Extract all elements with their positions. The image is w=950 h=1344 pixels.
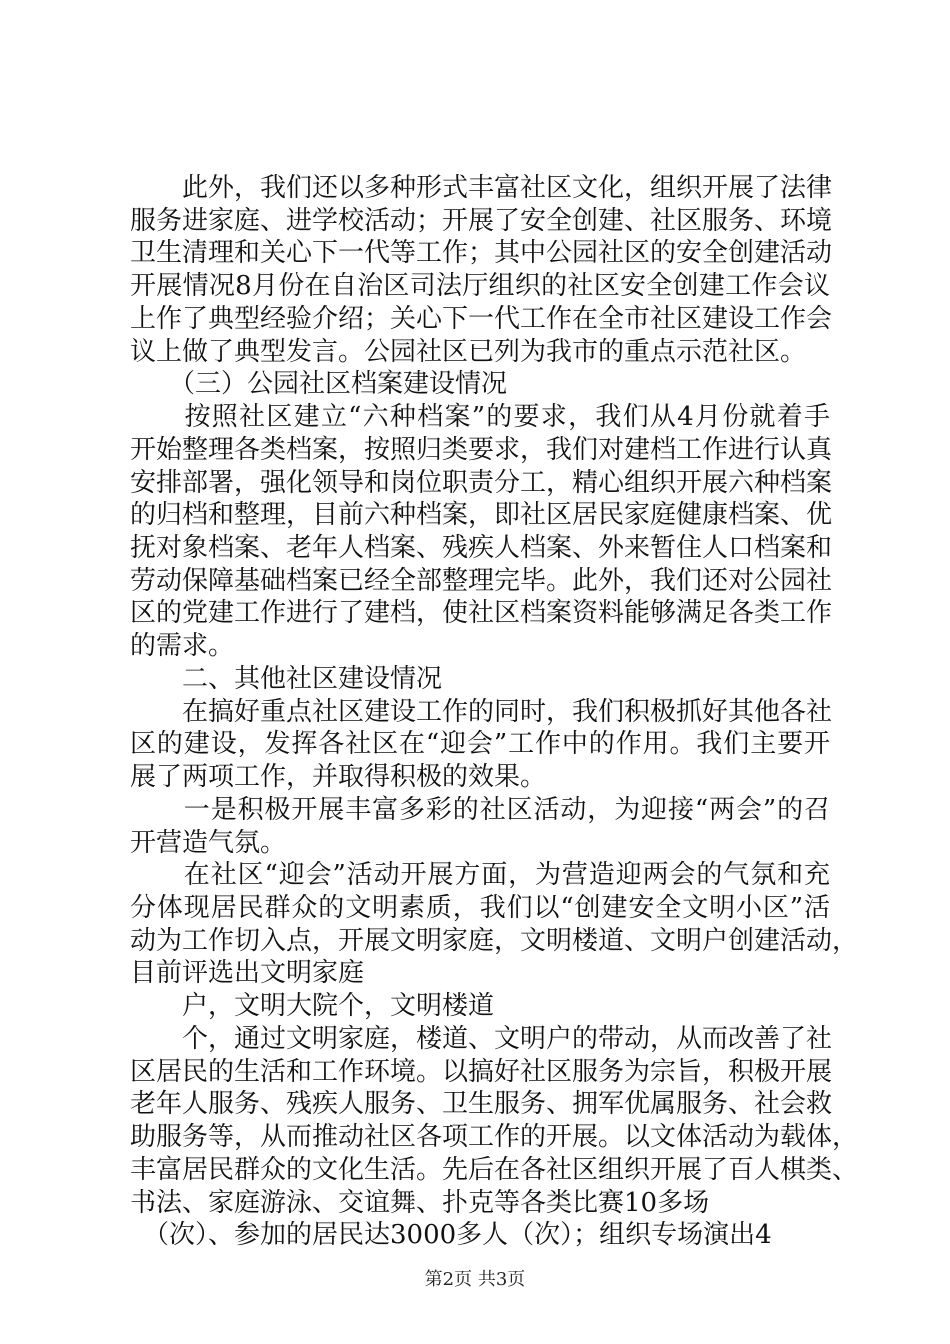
text-line: 一是积极开展丰富多彩的社区活动，为迎接“两会”的召: [130, 795, 830, 825]
text-line: 开始整理各类档案，按照归类要求，我们对建档工作进行认真: [130, 435, 833, 465]
text-line: 展了两项工作，并取得积极的效果。: [130, 762, 547, 792]
text-line: 区居民的生活和工作环境。以搞好社区服务为宗旨，积极开展: [130, 1057, 833, 1087]
text-line: （次）、参加的居民达3000多人（次）；组织专场演出4: [130, 1220, 772, 1250]
text-line: 此外，我们还以多种形式丰富社区文化，组织开展了法律: [130, 173, 833, 203]
text-line: 助服务等，从而推动社区各项工作的开展。以文体活动为载体，: [130, 1122, 859, 1152]
text-line: 的需求。: [130, 631, 235, 661]
text-line: 在社区“迎会”活动开展方面，为营造迎两会的气氛和充: [130, 860, 830, 890]
text-line: 上作了典型经验介绍；关心下一代工作在全市社区建设工作会: [130, 304, 833, 334]
text-line: 老年人服务、残疾人服务、卫生服务、拥军优属服务、社会救: [130, 1089, 833, 1119]
text-line: 动为工作切入点，开展文明家庭，文明楼道、文明户创建活动，: [130, 926, 859, 956]
text-line: 区的党建工作进行了建档，使社区档案资料能够满足各类工作: [130, 598, 833, 628]
text-line: 的归档和整理，目前六种档案，即社区居民家庭健康档案、优: [130, 500, 833, 530]
text-line: 区的建设，发挥各社区在“迎会”工作中的作用。我们主要开: [130, 729, 830, 759]
section-heading: 二、其他社区建设情况: [130, 664, 443, 694]
text-line: 劳动保障基础档案已经全部整理完毕。此外，我们还对公园社: [130, 566, 833, 596]
text-line: 卫生清理和关心下一代等工作；其中公园社区的安全创建活动: [130, 238, 833, 268]
text-line: 分体现居民群众的文明素质，我们以“创建安全文明小区”活: [130, 893, 830, 923]
text-line: 开营造气氛。: [130, 828, 287, 858]
text-line: 书法、家庭游泳、交谊舞、扑克等各类比赛10多场: [130, 1188, 710, 1218]
text-line: 安排部署，强化领导和岗位职责分工，精心组织开展六种档案: [130, 468, 833, 498]
text-line: 户，文明大院个，文明楼道: [130, 991, 495, 1021]
section-heading: （三）公园社区档案建设情况: [130, 369, 508, 399]
page-footer: 第2页 共3页: [424, 1269, 526, 1290]
text-line: 议上做了典型发言。公园社区已列为我市的重点示范社区。: [130, 337, 807, 367]
text-line: 丰富居民群众的文化生活。先后在各社区组织开展了百人棋类、: [130, 1155, 859, 1185]
text-line: 抚对象档案、老年人档案、残疾人档案、外来暂住人口档案和: [130, 533, 833, 563]
text-line: 开展情况8月份在自治区司法厅组织的社区安全创建工作会议: [130, 271, 830, 301]
text-line: 按照社区建立“六种档案”的要求，我们从4月份就着手: [130, 402, 830, 432]
text-line: 目前评选出文明家庭: [130, 958, 365, 988]
text-line: 在搞好重点社区建设工作的同时，我们积极抓好其他各社: [130, 697, 833, 727]
text-line: 服务进家庭、进学校活动；开展了安全创建、社区服务、环境: [130, 206, 833, 236]
text-line: 个，通过文明家庭，楼道、文明户的带动，从而改善了社: [130, 1024, 833, 1054]
